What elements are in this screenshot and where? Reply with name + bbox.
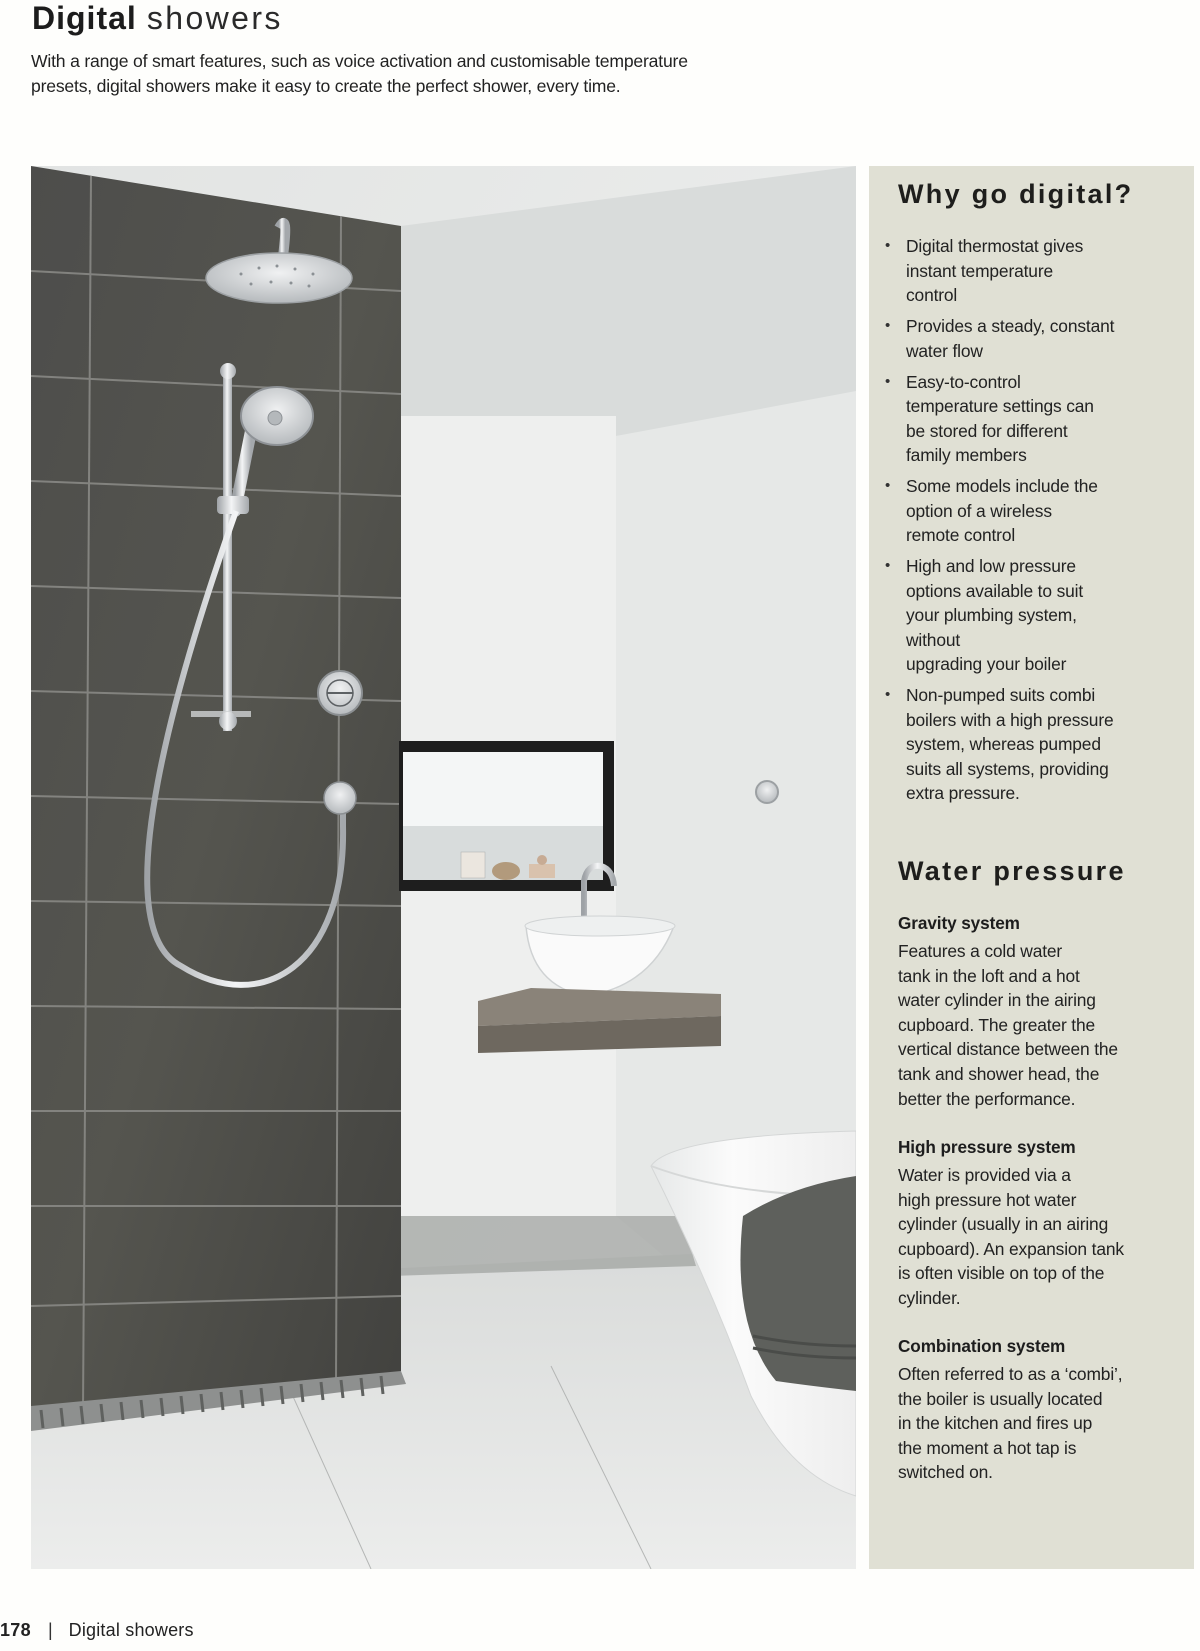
text-line: Often referred to as a ‘combi’, [898, 1364, 1123, 1384]
bathroom-photo [31, 166, 856, 1569]
benefit-line: system, whereas pumped [906, 734, 1101, 754]
gravity-system-text [898, 939, 1188, 1111]
footer-section-name: Digital showers [68, 1620, 194, 1640]
text-line: Water is provided via a [898, 1165, 1071, 1185]
benefit-item [882, 474, 1187, 548]
benefit-line: control [906, 285, 958, 305]
benefit-line: upgrading your boiler [906, 654, 1067, 674]
benefits-list [882, 234, 1187, 812]
benefit-line: be stored for different [906, 420, 1068, 441]
text-line: vertical distance between the [898, 1039, 1118, 1060]
benefit-line: remote control [906, 525, 1016, 545]
bathroom-illustration [31, 166, 856, 1569]
benefit-item [882, 683, 1187, 806]
water-pressure-heading: Water pressure [898, 856, 1126, 886]
text-line: water cylinder in the airing [898, 990, 1096, 1011]
text-line: cupboard). An expansion tank [898, 1238, 1124, 1259]
benefit-line: Some models include the [906, 476, 1098, 496]
page-title [32, 0, 283, 38]
gravity-system-section [898, 912, 1188, 1111]
combination-system-title: Combination system [898, 1336, 1066, 1356]
page-title-bold: Digital [32, 0, 137, 36]
benefit-item [882, 234, 1187, 308]
high-pressure-system-text [898, 1163, 1188, 1311]
text-line: the moment a hot tap is [898, 1437, 1077, 1458]
text-line: cylinder (usually in an airing [898, 1214, 1109, 1235]
combination-system-section [898, 1335, 1188, 1485]
combination-system-text [898, 1362, 1188, 1485]
high-pressure-system-title: High pressure system [898, 1137, 1076, 1157]
benefit-line: temperature settings can [906, 396, 1094, 416]
benefit-line: Digital thermostat gives [906, 236, 1084, 256]
high-pressure-system-section [898, 1136, 1188, 1311]
benefit-line: extra pressure. [906, 783, 1020, 803]
benefit-item [882, 314, 1187, 363]
benefit-line: suits all systems, providing [906, 758, 1109, 779]
benefit-line: options available to suit [906, 580, 1084, 601]
benefit-item [882, 370, 1187, 468]
text-line: the boiler is usually located [898, 1388, 1103, 1409]
text-line: cylinder. [898, 1287, 961, 1308]
benefit-line: family members [906, 445, 1027, 465]
text-line: better the performance. [898, 1088, 1076, 1109]
bullet-icon: • [885, 317, 891, 334]
intro-line: presets, digital showers make it easy to create the perfect shower, every time. [31, 76, 621, 96]
text-line: high pressure hot water [898, 1189, 1077, 1210]
bullet-icon: • [885, 237, 891, 254]
benefit-line: Non-pumped suits combi [906, 685, 1096, 705]
footer-separator: | [47, 1620, 53, 1640]
benefit-line: instant temperature [906, 260, 1053, 281]
bullet-icon: • [885, 372, 891, 390]
benefit-line: option of a wireless [906, 500, 1052, 521]
gravity-system-title: Gravity system [898, 913, 1020, 933]
text-line: Features a cold water [898, 941, 1063, 961]
bullet-icon: • [885, 477, 891, 494]
benefit-line: your plumbing system, [906, 605, 1077, 625]
text-line: switched on. [898, 1462, 993, 1483]
info-panel [869, 166, 1194, 1569]
benefit-line: boilers with a high pressure [906, 709, 1114, 730]
text-line: tank in the loft and a hot [898, 965, 1080, 986]
benefit-line: Provides a steady, constant [906, 316, 1115, 336]
benefit-item [882, 554, 1187, 677]
intro-paragraph [31, 49, 811, 99]
page-title-light: showers [146, 0, 283, 36]
benefit-line: water flow [906, 340, 983, 361]
benefit-line: without [906, 629, 961, 650]
text-line: tank and shower head, the [898, 1063, 1100, 1084]
page-number: 178 [0, 1620, 31, 1640]
bullet-icon: • [885, 557, 891, 574]
why-go-digital-heading: Why go digital? [898, 179, 1134, 209]
intro-line: With a range of smart features, such as voice activation and customisable temperature [31, 51, 688, 71]
text-line: is often visible on top of the [898, 1263, 1105, 1284]
text-line: in the kitchen and fires up [898, 1413, 1093, 1434]
benefit-line: Easy-to-control [906, 371, 1021, 392]
benefit-line: High and low pressure [906, 556, 1076, 576]
bullet-icon: • [885, 686, 891, 703]
page-footer [0, 1618, 194, 1642]
text-line: cupboard. The greater the [898, 1014, 1096, 1035]
